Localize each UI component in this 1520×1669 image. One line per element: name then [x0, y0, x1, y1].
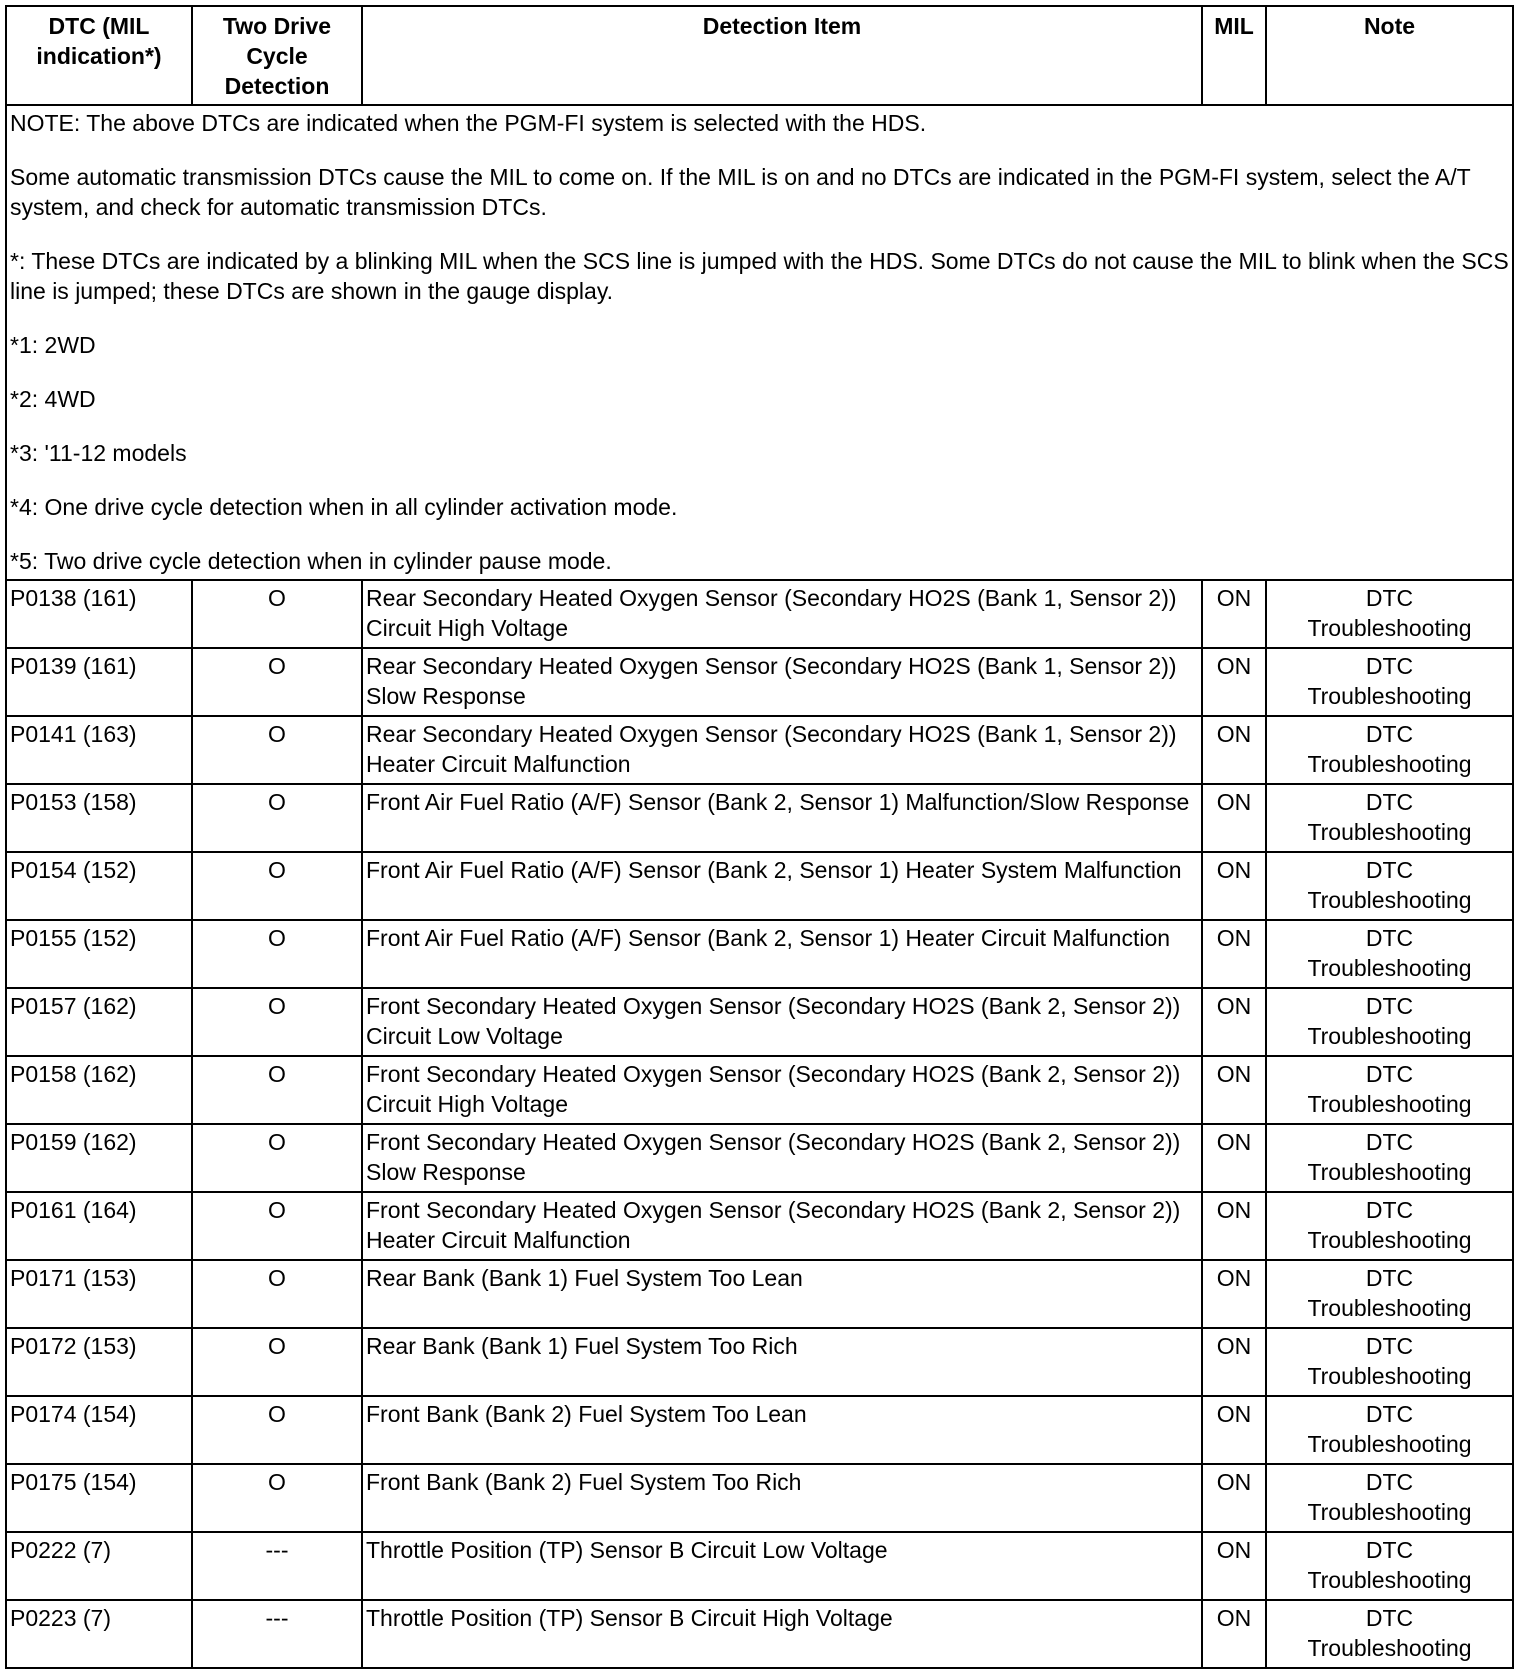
mil-cell: ON: [1202, 988, 1266, 1056]
dtc-code-cell: P0175 (154): [6, 1464, 192, 1532]
mil-cell: ON: [1202, 1260, 1266, 1328]
two-drive-cycle-cell: O: [192, 716, 362, 784]
note-line1: DTC: [1365, 925, 1414, 951]
note-line1: DTC: [1365, 857, 1414, 883]
note-line1: DTC: [1365, 1265, 1414, 1291]
note-cell: [1266, 648, 1513, 716]
table-row: [6, 1124, 1513, 1192]
table-row: [6, 920, 1513, 988]
dtc-code-cell: P0172 (153): [6, 1328, 192, 1396]
note-cell: [1266, 852, 1513, 920]
two-drive-cycle-cell: O: [192, 1192, 362, 1260]
two-drive-cycle-cell: ---: [192, 1600, 362, 1668]
table-row: [6, 1192, 1513, 1260]
notes-cell: [6, 105, 1513, 580]
header-mil: MIL: [1202, 6, 1266, 105]
table-header-row: [6, 6, 1513, 105]
table-row: [6, 648, 1513, 716]
note-line2: Troubleshooting: [1307, 1635, 1472, 1661]
dtc-code-cell: P0171 (153): [6, 1260, 192, 1328]
dtc-code-cell: P0222 (7): [6, 1532, 192, 1600]
dtc-code-cell: P0138 (161): [6, 580, 192, 648]
note-paragraph: *3: '11-12 models: [10, 440, 187, 466]
note-line1: DTC: [1365, 1061, 1414, 1087]
mil-cell: ON: [1202, 1328, 1266, 1396]
note-line2: Troubleshooting: [1307, 1431, 1472, 1457]
note-cell: [1266, 1600, 1513, 1668]
two-drive-cycle-cell: O: [192, 852, 362, 920]
table-row: [6, 988, 1513, 1056]
note-paragraph: Some automatic transmission DTCs cause the MIL to come on. If the MIL is on and no DTCs are indicated in the PGM-FI system, select the A/T system, and check for automatic transmission DTCs.: [10, 164, 1471, 220]
two-drive-cycle-cell: O: [192, 988, 362, 1056]
header-dtc-line2: indication*): [36, 43, 162, 69]
note-line2: Troubleshooting: [1307, 955, 1472, 981]
note-cell: [1266, 580, 1513, 648]
detection-item-cell: Rear Secondary Heated Oxygen Sensor (Secondary HO2S (Bank 1, Sensor 2)) Slow Response: [362, 648, 1202, 716]
mil-cell: ON: [1202, 852, 1266, 920]
mil-cell: ON: [1202, 784, 1266, 852]
table-row: [6, 1260, 1513, 1328]
detection-item-cell: Rear Secondary Heated Oxygen Sensor (Secondary HO2S (Bank 1, Sensor 2)) Circuit High Voltage: [362, 580, 1202, 648]
mil-cell: ON: [1202, 1600, 1266, 1668]
two-drive-cycle-cell: O: [192, 1396, 362, 1464]
two-drive-cycle-cell: O: [192, 784, 362, 852]
table-row: [6, 716, 1513, 784]
table-row: [6, 852, 1513, 920]
two-drive-cycle-cell: O: [192, 920, 362, 988]
dtc-code-cell: P0139 (161): [6, 648, 192, 716]
note-line1: DTC: [1365, 993, 1414, 1019]
detection-item-cell: Front Secondary Heated Oxygen Sensor (Secondary HO2S (Bank 2, Sensor 2)) Circuit High Voltage: [362, 1056, 1202, 1124]
note-cell: [1266, 1328, 1513, 1396]
dtc-table: [5, 5, 1514, 1669]
table-row: [6, 1532, 1513, 1600]
mil-cell: ON: [1202, 716, 1266, 784]
two-drive-cycle-cell: O: [192, 1464, 362, 1532]
note-paragraph: *5: Two drive cycle detection when in cylinder pause mode.: [10, 548, 612, 574]
dtc-code-cell: P0159 (162): [6, 1124, 192, 1192]
note-cell: [1266, 1260, 1513, 1328]
note-line2: Troubleshooting: [1307, 683, 1472, 709]
two-drive-cycle-cell: O: [192, 580, 362, 648]
note-cell: [1266, 1396, 1513, 1464]
note-line1: DTC: [1365, 1537, 1414, 1563]
detection-item-cell: Front Air Fuel Ratio (A/F) Sensor (Bank 2, Sensor 1) Heater System Malfunction: [362, 852, 1202, 920]
note-cell: [1266, 716, 1513, 784]
detection-item-cell: Front Air Fuel Ratio (A/F) Sensor (Bank 2, Sensor 1) Malfunction/Slow Response: [362, 784, 1202, 852]
note-paragraph: *1: 2WD: [10, 332, 96, 358]
dtc-code-cell: P0141 (163): [6, 716, 192, 784]
note-line1: DTC: [1365, 1129, 1414, 1155]
note-cell: [1266, 1124, 1513, 1192]
dtc-code-cell: P0154 (152): [6, 852, 192, 920]
note-cell: [1266, 920, 1513, 988]
note-line2: Troubleshooting: [1307, 1499, 1472, 1525]
header-two-drive-line3: Detection: [224, 73, 330, 99]
note-line2: Troubleshooting: [1307, 1023, 1472, 1049]
table-row: [6, 1056, 1513, 1124]
mil-cell: ON: [1202, 1056, 1266, 1124]
note-line1: DTC: [1365, 1197, 1414, 1223]
note-line1: DTC: [1365, 1605, 1414, 1631]
note-line1: DTC: [1365, 1401, 1414, 1427]
detection-item-cell: Front Bank (Bank 2) Fuel System Too Lean: [362, 1396, 1202, 1464]
note-line1: DTC: [1365, 653, 1414, 679]
note-paragraph: *2: 4WD: [10, 386, 96, 412]
header-dtc-line1: DTC (MIL: [48, 13, 150, 39]
header-note: Note: [1266, 6, 1513, 105]
mil-cell: ON: [1202, 920, 1266, 988]
header-dtc: [6, 6, 192, 105]
mil-cell: ON: [1202, 1192, 1266, 1260]
header-detection-item: Detection Item: [362, 6, 1202, 105]
note-cell: [1266, 784, 1513, 852]
mil-cell: ON: [1202, 580, 1266, 648]
note-line2: Troubleshooting: [1307, 1363, 1472, 1389]
dtc-code-cell: P0161 (164): [6, 1192, 192, 1260]
dtc-code-cell: P0174 (154): [6, 1396, 192, 1464]
note-line2: Troubleshooting: [1307, 615, 1472, 641]
table-row: [6, 1396, 1513, 1464]
note-line2: Troubleshooting: [1307, 1227, 1472, 1253]
note-line2: Troubleshooting: [1307, 1159, 1472, 1185]
note-paragraph: *: These DTCs are indicated by a blinking MIL when the SCS line is jumped with the HDS. Some DTCs do not cause the MIL to blink when the SCS line is jumped; these DTCs are shown in the gauge display.: [10, 248, 1509, 304]
table-row: [6, 1464, 1513, 1532]
dtc-code-cell: P0223 (7): [6, 1600, 192, 1668]
note-cell: [1266, 988, 1513, 1056]
note-line2: Troubleshooting: [1307, 1567, 1472, 1593]
note-line2: Troubleshooting: [1307, 1295, 1472, 1321]
note-paragraph: NOTE: The above DTCs are indicated when the PGM-FI system is selected with the HDS.: [10, 110, 927, 136]
detection-item-cell: Rear Bank (Bank 1) Fuel System Too Lean: [362, 1260, 1202, 1328]
note-line2: Troubleshooting: [1307, 1091, 1472, 1117]
notes-row: [6, 105, 1513, 580]
two-drive-cycle-cell: O: [192, 1056, 362, 1124]
detection-item-cell: Rear Secondary Heated Oxygen Sensor (Secondary HO2S (Bank 1, Sensor 2)) Heater Circuit Malfunction: [362, 716, 1202, 784]
detection-item-cell: Front Secondary Heated Oxygen Sensor (Secondary HO2S (Bank 2, Sensor 2)) Circuit Low Voltage: [362, 988, 1202, 1056]
table-row: [6, 580, 1513, 648]
note-cell: [1266, 1464, 1513, 1532]
two-drive-cycle-cell: ---: [192, 1532, 362, 1600]
table-row: [6, 1600, 1513, 1668]
note-line2: Troubleshooting: [1307, 819, 1472, 845]
mil-cell: ON: [1202, 1464, 1266, 1532]
two-drive-cycle-cell: O: [192, 1260, 362, 1328]
detection-item-cell: Front Air Fuel Ratio (A/F) Sensor (Bank 2, Sensor 1) Heater Circuit Malfunction: [362, 920, 1202, 988]
two-drive-cycle-cell: O: [192, 1328, 362, 1396]
header-two-drive-cycle: [192, 6, 362, 105]
table-row: [6, 1328, 1513, 1396]
note-cell: [1266, 1192, 1513, 1260]
dtc-code-cell: P0157 (162): [6, 988, 192, 1056]
note-line1: DTC: [1365, 1469, 1414, 1495]
header-two-drive-line1: Two Drive: [222, 13, 332, 39]
note-line1: DTC: [1365, 789, 1414, 815]
detection-item-cell: Front Secondary Heated Oxygen Sensor (Secondary HO2S (Bank 2, Sensor 2)) Slow Response: [362, 1124, 1202, 1192]
two-drive-cycle-cell: O: [192, 1124, 362, 1192]
mil-cell: ON: [1202, 1396, 1266, 1464]
detection-item-cell: Throttle Position (TP) Sensor B Circuit High Voltage: [362, 1600, 1202, 1668]
dtc-code-cell: P0153 (158): [6, 784, 192, 852]
header-two-drive-line2: Cycle: [246, 43, 308, 69]
note-paragraph: *4: One drive cycle detection when in all cylinder activation mode.: [10, 494, 678, 520]
mil-cell: ON: [1202, 1532, 1266, 1600]
note-line1: DTC: [1365, 1333, 1414, 1359]
mil-cell: ON: [1202, 648, 1266, 716]
note-cell: [1266, 1056, 1513, 1124]
note-line1: DTC: [1365, 585, 1414, 611]
mil-cell: ON: [1202, 1124, 1266, 1192]
detection-item-cell: Rear Bank (Bank 1) Fuel System Too Rich: [362, 1328, 1202, 1396]
detection-item-cell: Throttle Position (TP) Sensor B Circuit Low Voltage: [362, 1532, 1202, 1600]
detection-item-cell: Front Bank (Bank 2) Fuel System Too Rich: [362, 1464, 1202, 1532]
table-row: [6, 784, 1513, 852]
note-line2: Troubleshooting: [1307, 887, 1472, 913]
dtc-code-cell: P0155 (152): [6, 920, 192, 988]
dtc-code-cell: P0158 (162): [6, 1056, 192, 1124]
detection-item-cell: Front Secondary Heated Oxygen Sensor (Secondary HO2S (Bank 2, Sensor 2)) Heater Circuit Malfunction: [362, 1192, 1202, 1260]
two-drive-cycle-cell: O: [192, 648, 362, 716]
note-line2: Troubleshooting: [1307, 751, 1472, 777]
note-cell: [1266, 1532, 1513, 1600]
note-line1: DTC: [1365, 721, 1414, 747]
